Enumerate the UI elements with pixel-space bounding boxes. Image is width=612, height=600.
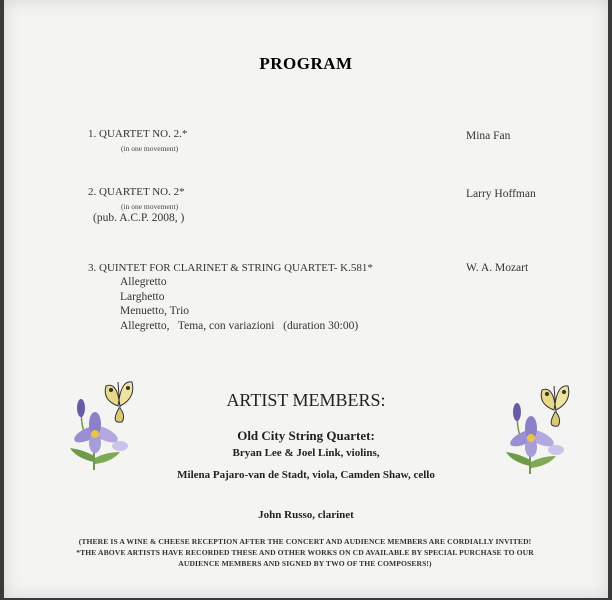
reception-notice: (THERE IS A WINE & CHEESE RECEPTION AFTER THE CONCERT AND AUDIENCE MEMBERS ARE CORDIALLY INVITED! *THE ABOVE ARTISTS HAVE RECORDED THESE AND OTHER WORKS ON CD AVAILABLE BY SPECIAL PURCHASE TO OUR AUDIENCE MEMBERS AND SIGNED BY TWO OF THE COMPOSERS!) bbox=[76, 537, 534, 568]
program-title: PROGRAM bbox=[259, 54, 353, 73]
program-item-3-movement-4: Allegretto, Tema, con variazioni (duration 30:00) bbox=[120, 320, 359, 332]
artist-members-heading: ARTIST MEMBERS: bbox=[226, 390, 386, 410]
program-item-1-subtitle: (in one movement) bbox=[121, 144, 179, 153]
program-item-1-title: 1. QUARTET NO. 2.* bbox=[88, 128, 188, 140]
program-item-1-composer: Mina Fan bbox=[466, 130, 511, 142]
ensemble-viola-cello: Milena Pajaro-van de Stadt, viola, Camden Shaw, cello bbox=[177, 469, 435, 481]
butterfly-flower-icon bbox=[64, 376, 142, 472]
ensemble-violins: Bryan Lee & Joel Link, violins, bbox=[232, 447, 380, 459]
butterfly-flower-icon bbox=[500, 380, 578, 476]
clarinetist: John Russo, clarinet bbox=[258, 509, 354, 521]
program-item-2-subtitle: (in one movement) bbox=[121, 202, 179, 211]
program-item-2-composer: Larry Hoffman bbox=[466, 188, 536, 200]
program-item-3-movement-2: Larghetto bbox=[120, 291, 165, 303]
program-item-2-publication: (pub. A.C.P. 2008, ) bbox=[93, 212, 185, 224]
program-item-3-movement-3: Menuetto, Trio bbox=[120, 305, 190, 317]
ensemble-name: Old City String Quartet: bbox=[237, 428, 375, 443]
program-item-3-movement-1: Allegretto bbox=[120, 276, 167, 288]
program-item-2-title: 2. QUARTET NO. 2* bbox=[88, 186, 185, 198]
program-item-3-title: 3. QUINTET FOR CLARINET & STRING QUARTET- K.581* bbox=[88, 262, 373, 274]
program-item-3-composer: W. A. Mozart bbox=[466, 262, 529, 274]
